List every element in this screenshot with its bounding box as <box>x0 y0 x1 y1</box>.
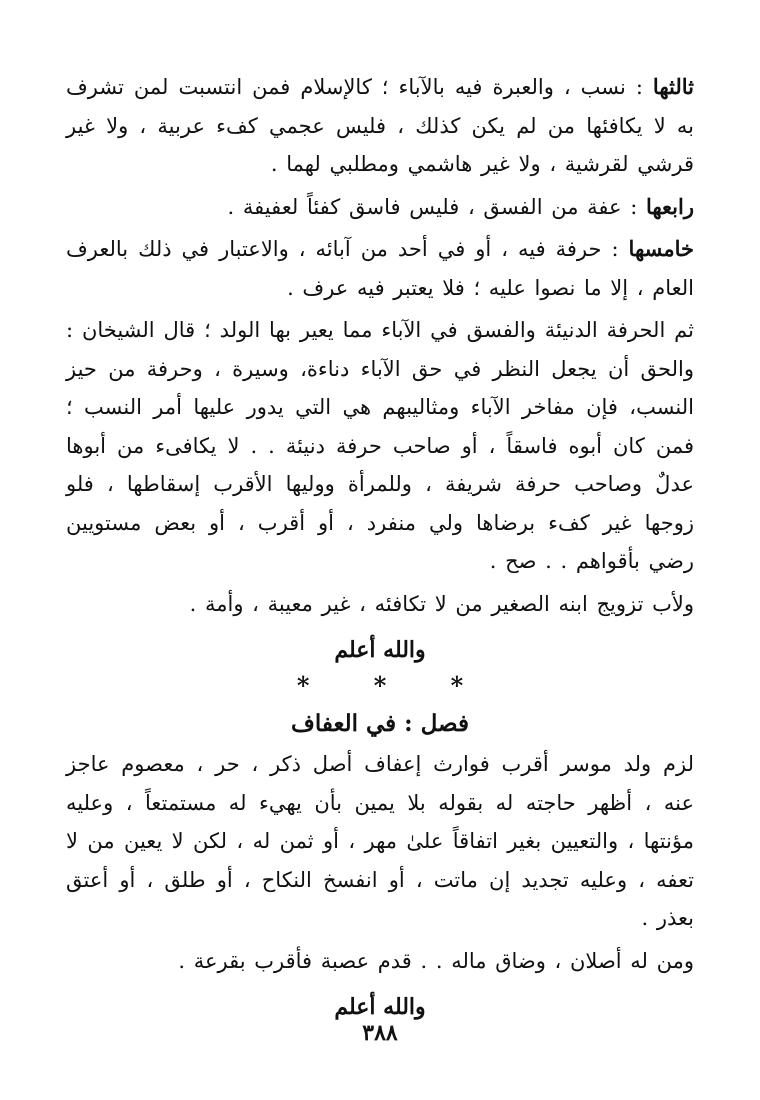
label-third: ثالثها <box>652 74 694 99</box>
label-fourth: رابعها <box>645 193 694 219</box>
paragraph-profession: ثم الحرفة الدنيئة والفسق في الآباء مما يعير بها الولد ؛ قال الشيخان : والحق أن يجعل النظر في حق الآباء دناءة، وسيرة ، وحرفة من حيز النسب، فإن مفاخر الآباء ومثاليبهم هي التي يدور عليها أمر النسب ؛ فمن كان أبوه فاسقاً ، أو صاحب حرفة دنيئة . . لا يكافىء من أبوها عدلٌ وصاحب حرفة شريفة ، وللمرأة ووليها الأقرب إسقاطها ، فلو زوجها غير كفء برضاها ولي منفرد ، أو أقرب ، أو بعض مستويين رضي بأقواهم . . صح . <box>66 318 694 573</box>
paragraph-fourth <box>66 188 694 227</box>
text-third: : نسب ، والعبرة فيه بالآباء ؛ كالإسلام فمن انتسبت لمن تشرف به لا يكافئها من لم يكن كذلك ، فليس عجمي كفء عربية ، ولا غير قرشي لقرشية ، ولا غير هاشمي ومطلبي لهما . <box>66 75 694 176</box>
paragraph-father-marriage: ولأب تزويج ابنه الصغير من لا تكافئه ، غير معيبة ، وأمة . <box>189 591 694 616</box>
paragraph-two-parents: ومن له أصلان ، وضاق ماله . . قدم عصبة فأقرب بقرعة . <box>178 948 694 973</box>
text-fifth: : حرفة فيه ، أو في أحد من آبائه ، والاعتبار في ذلك بالعرف العام ، إلا ما نصوا عليه ؛ فلا يعتبر فيه عرف . <box>66 237 694 300</box>
text-fourth: : عفة من الفسق ، فليس فاسق كفئاً لعفيفة . <box>227 194 638 219</box>
section-heading: فصل : في العفاف <box>290 710 469 737</box>
page-number: ٣٨٨ <box>362 1020 398 1046</box>
closing-phrase-2: والله أعلم <box>334 994 426 1020</box>
paragraph-chastity: لزم ولد موسر أقرب فوارث إعفاف أصل ذكر ، حر ، معصوم عاجز عنه ، أظهر حاجته له بقوله بلا يمين بأن يهيء له مستمتعاً ، وعليه مؤنتها ، والتعيين بغير اتفاقاً علىٰ مهر ، أو ثمن له ، لكن لا يعين من لا تعفه ، وعليه تجديد إن ماتت ، أو انفسخ النكاح ، أو طلق ، أو أعتق بعذر . <box>66 752 694 930</box>
closing-phrase-1: والله أعلم <box>334 637 426 663</box>
paragraph-fifth <box>66 230 694 307</box>
label-fifth: خامسها <box>628 236 694 261</box>
paragraph-third <box>66 68 694 184</box>
section-separator: * * * <box>296 671 492 700</box>
